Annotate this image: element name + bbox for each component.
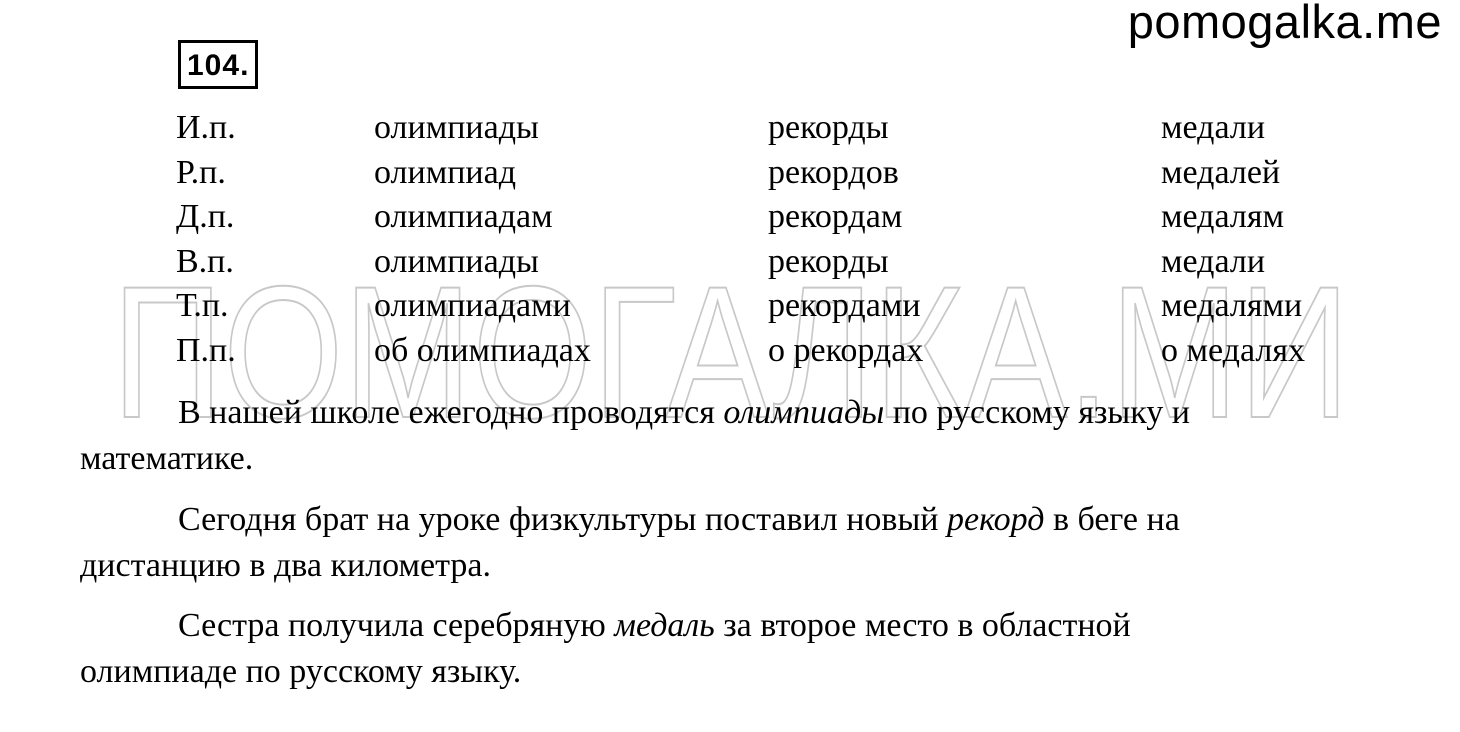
word-medal-form: медалей bbox=[1161, 153, 1281, 191]
word-record-form: рекордам bbox=[768, 198, 903, 236]
sentence-line: дистанцию в два километра. bbox=[80, 547, 491, 584]
case-label: Д.п. bbox=[176, 198, 235, 236]
word-medal-form: медали bbox=[1161, 109, 1266, 146]
word-record-form: рекорды bbox=[768, 109, 889, 146]
task-number-box bbox=[178, 40, 258, 89]
word-medal-form: медали bbox=[1161, 242, 1266, 280]
sentence-line bbox=[80, 603, 1400, 649]
word-olympiad-form: об олимпиадах bbox=[374, 331, 591, 369]
case-label: П.п. bbox=[176, 331, 236, 369]
sentence-line bbox=[80, 497, 1400, 543]
case-label: В.п. bbox=[176, 242, 234, 280]
sentence-key-word: олимпиады bbox=[723, 394, 885, 431]
sentence-text: Сегодня брат на уроке физкультуры поставил новый bbox=[178, 501, 947, 538]
watermark-text: ПОМОГАЛКА.МИ bbox=[112, 262, 1350, 432]
word-record-form: рекорды bbox=[768, 242, 889, 280]
task-number: 104 bbox=[187, 49, 241, 82]
word-olympiad-form: олимпиад bbox=[374, 153, 517, 191]
sentence-text: Сестра получила серебряную bbox=[178, 607, 615, 644]
sentence-text: в беге на bbox=[1044, 501, 1180, 538]
word-medal-form: медалям bbox=[1161, 198, 1284, 236]
task-header bbox=[178, 40, 258, 89]
sentence-text: за второе место в областной bbox=[714, 607, 1131, 644]
sentence-medal bbox=[80, 603, 1400, 695]
sentence-text: по русскому языку и bbox=[884, 394, 1190, 431]
word-olympiad-form: олимпиадам bbox=[374, 198, 553, 236]
word-record-form: рекордами bbox=[768, 287, 921, 325]
sentence-record bbox=[80, 497, 1400, 589]
word-record-form: рекордов bbox=[768, 153, 899, 191]
sentence-line: математике. bbox=[80, 440, 254, 477]
sentence-text: В нашей школе ежегодно проводятся bbox=[178, 394, 724, 431]
sentence-key-word: рекорд bbox=[946, 501, 1045, 538]
word-record-form: о рекордах bbox=[768, 331, 924, 369]
word-olympiad-form: олимпиадами bbox=[374, 287, 571, 325]
sentence-line bbox=[80, 390, 1400, 436]
case-label: Т.п. bbox=[176, 287, 229, 325]
sentence-olympiads bbox=[80, 390, 1400, 482]
sentence-key-word: медаль bbox=[614, 607, 715, 644]
task-number-dot: . bbox=[240, 49, 250, 82]
site-logo: pomogalka.me bbox=[1127, 0, 1442, 48]
case-label: Р.п. bbox=[176, 153, 226, 191]
word-olympiad-form: олимпиады bbox=[374, 109, 539, 146]
word-medal-form: медалями bbox=[1161, 287, 1303, 325]
word-medal-form: о медалях bbox=[1161, 331, 1305, 369]
word-olympiad-form: олимпиады bbox=[374, 242, 539, 280]
case-label: И.п. bbox=[176, 109, 236, 146]
sentence-line: олимпиаде по русскому языку. bbox=[80, 653, 522, 690]
